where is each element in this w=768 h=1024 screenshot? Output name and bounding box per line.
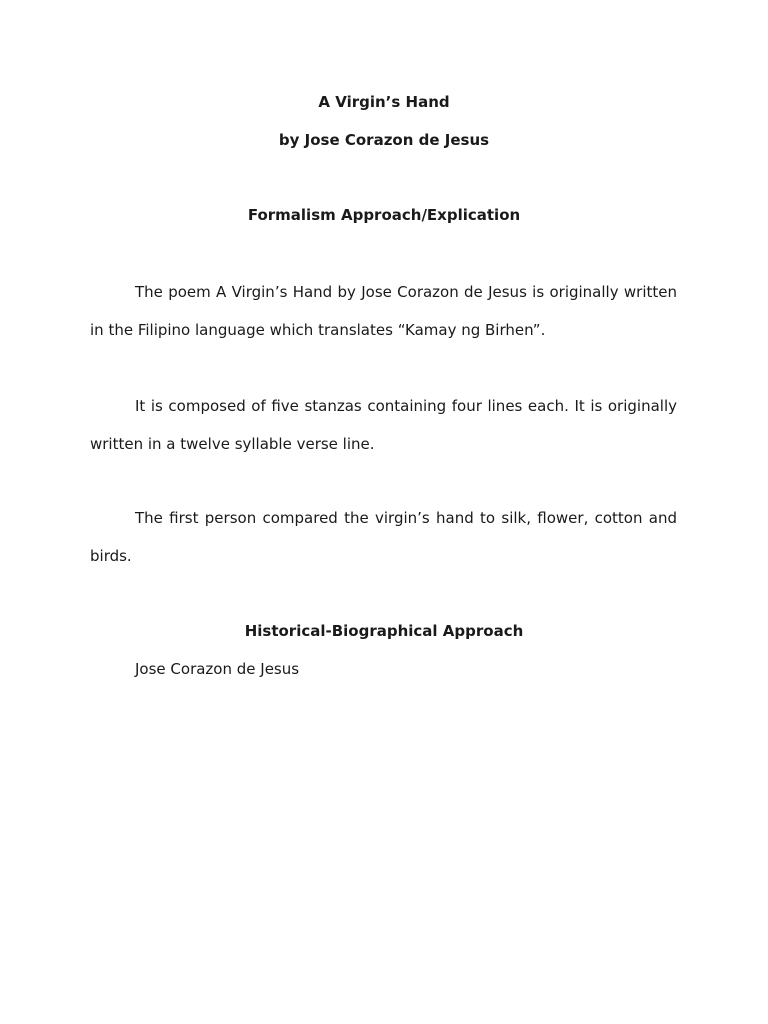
- document-author: by Jose Corazon de Jesus: [278, 131, 490, 149]
- section-heading-formalism: Formalism Approach/Explication: [247, 206, 521, 224]
- document-title: A Virgin’s Hand: [318, 93, 450, 111]
- paragraph-3: The first person compared the virgin’s hand to silk, flower, cotton and birds.: [90, 509, 677, 565]
- paragraph-4: Jose Corazon de Jesus: [135, 660, 300, 678]
- paragraph-2: It is composed of five stanzas containing four lines each. It is originally written in a twelve syllable verse line.: [90, 397, 677, 453]
- paragraph-1: The poem A Virgin’s Hand by Jose Corazon de Jesus is originally written in the Filipino language which translates “Kamay ng Birhen”.: [90, 283, 677, 339]
- section-heading-historical: Historical-Biographical Approach: [244, 622, 524, 640]
